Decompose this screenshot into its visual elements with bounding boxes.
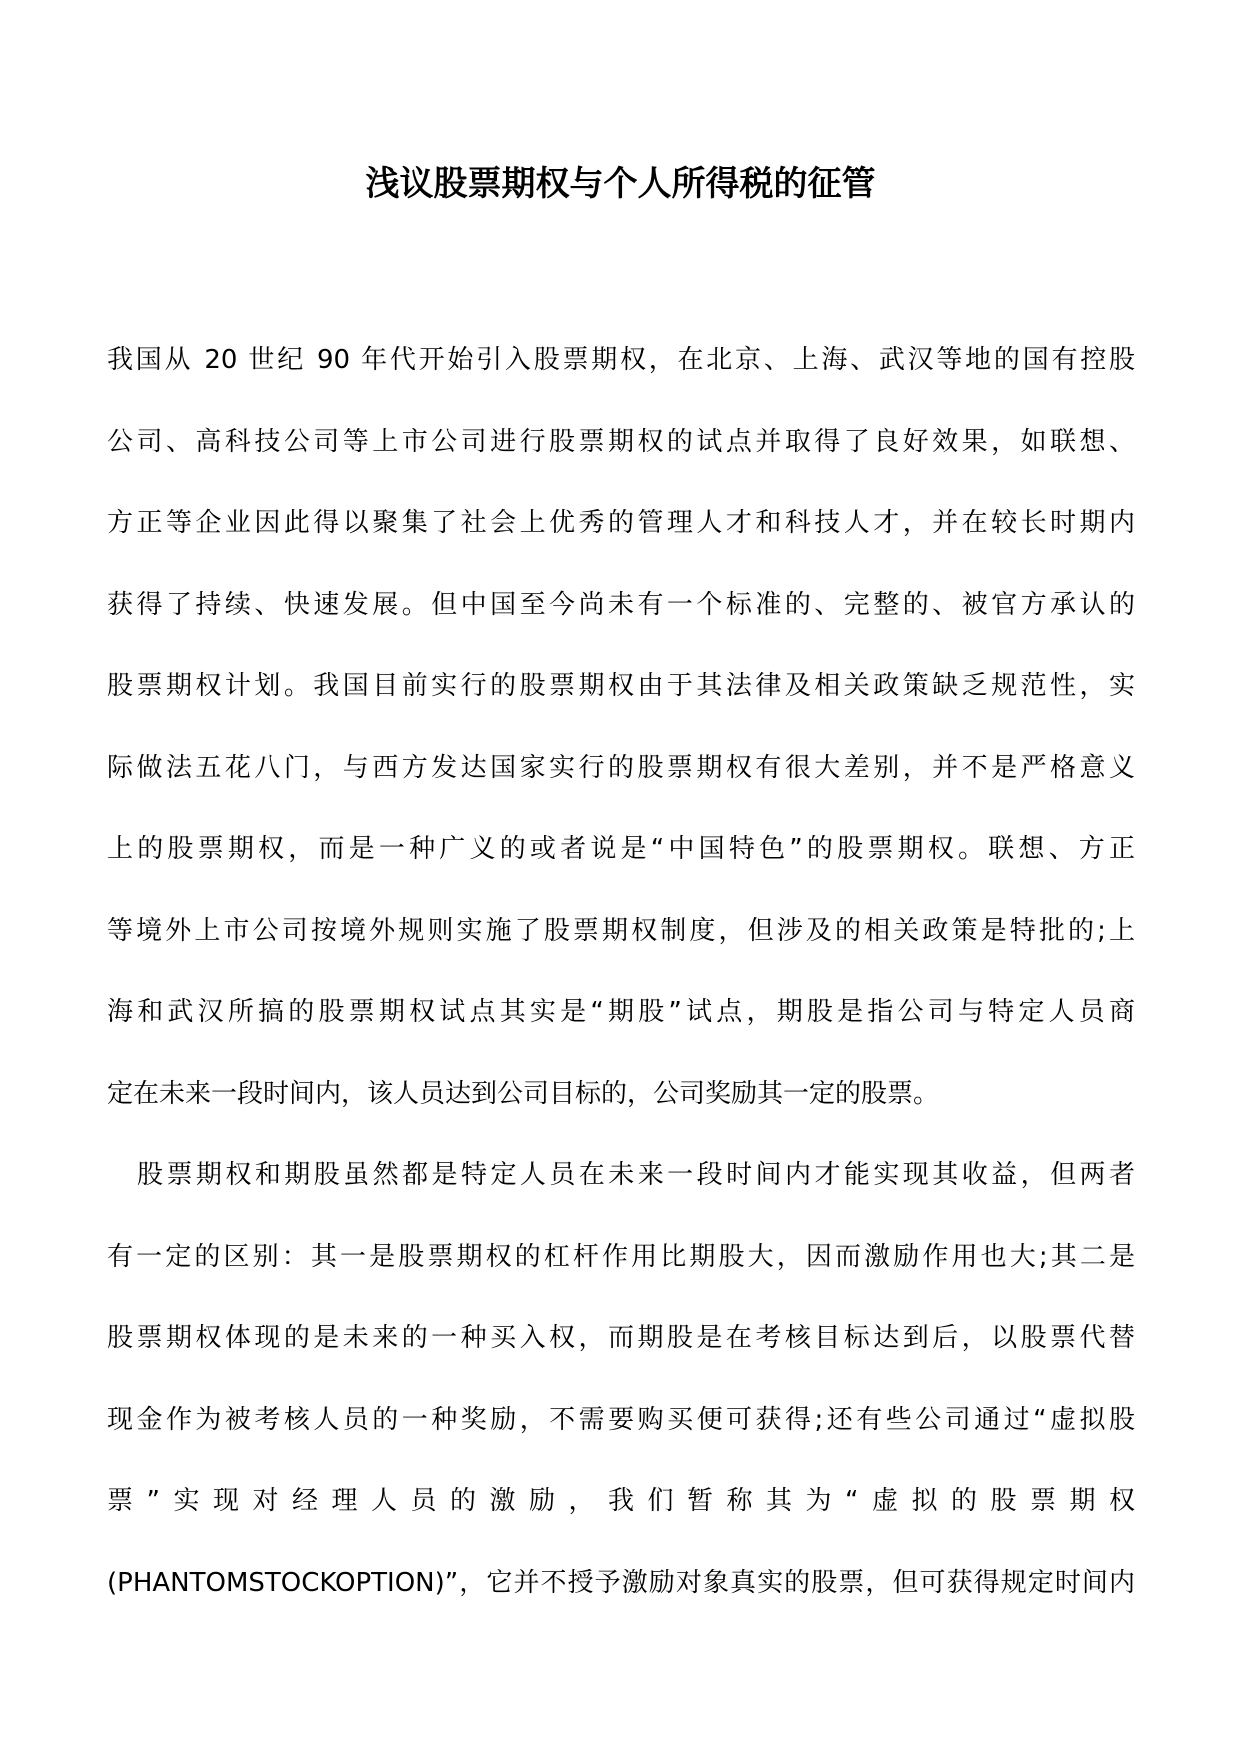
text-line: 际做法五花八门，与西方发达国家实行的股票期权有很大差别，并不是严格意义 [107, 752, 1135, 783]
text-line: 我国从 20 世纪 90 年代开始引入股票期权，在北京、上海、武汉等地的国有控股 [107, 345, 1135, 375]
text-line: 公司、高科技公司等上市公司进行股票期权的试点并取得了良好效果，如联想、 [107, 426, 1135, 457]
text-line: 有一定的区别：其一是股票期权的杠杆作用比期股大，因而激励作用也大;其二是 [107, 1241, 1135, 1272]
text-line: 票”实现对经理人员的激励，我们暂称其为“虚拟的股票期权 [107, 1486, 1135, 1516]
paragraph [107, 1159, 1135, 1648]
text-line: 方正等企业因此得以聚集了社会上优秀的管理人才和科技人才，并在较长时期内 [107, 508, 1135, 538]
text-line: 定在未来一段时间内，该人员达到公司目标的，公司奖励其一定的股票。 [107, 1078, 940, 1109]
text-line: 海和武汉所搞的股票期权试点其实是“期股”试点，期股是指公司与特定人员商 [107, 997, 1135, 1027]
text-line: 上的股票期权，而是一种广义的或者说是“中国特色”的股票期权。联想、方正 [107, 834, 1135, 864]
text-line: 获得了持续、快速发展。但中国至今尚未有一个标准的、完整的、被官方承认的 [107, 589, 1135, 620]
text-line: 等境外上市公司按境外规则实施了股票期权制度，但涉及的相关政策是特批的;上 [107, 915, 1135, 946]
text-line: 现金作为被考核人员的一种奖励，不需要购买便可获得;还有些公司通过“虚拟股 [107, 1404, 1135, 1435]
text-line: 股票期权和期股虽然都是特定人员在未来一段时间内才能实现其收益，但两者 [137, 1160, 1135, 1190]
text-line: 股票期权计划。我国目前实行的股票期权由于其法律及相关政策缺乏规范性，实 [107, 671, 1135, 701]
paragraph [107, 344, 1135, 1159]
document-body [107, 344, 1135, 1648]
text-line: 股票期权体现的是未来的一种买入权，而期股是在考核目标达到后，以股票代替 [107, 1323, 1135, 1353]
text-line: (PHANTOMSTOCKOPTION)”，它并不授予激励对象真实的股票，但可获得规定时间内 [107, 1567, 1135, 1598]
document-title: 浅议股票期权与个人所得税的征管 [365, 164, 876, 204]
